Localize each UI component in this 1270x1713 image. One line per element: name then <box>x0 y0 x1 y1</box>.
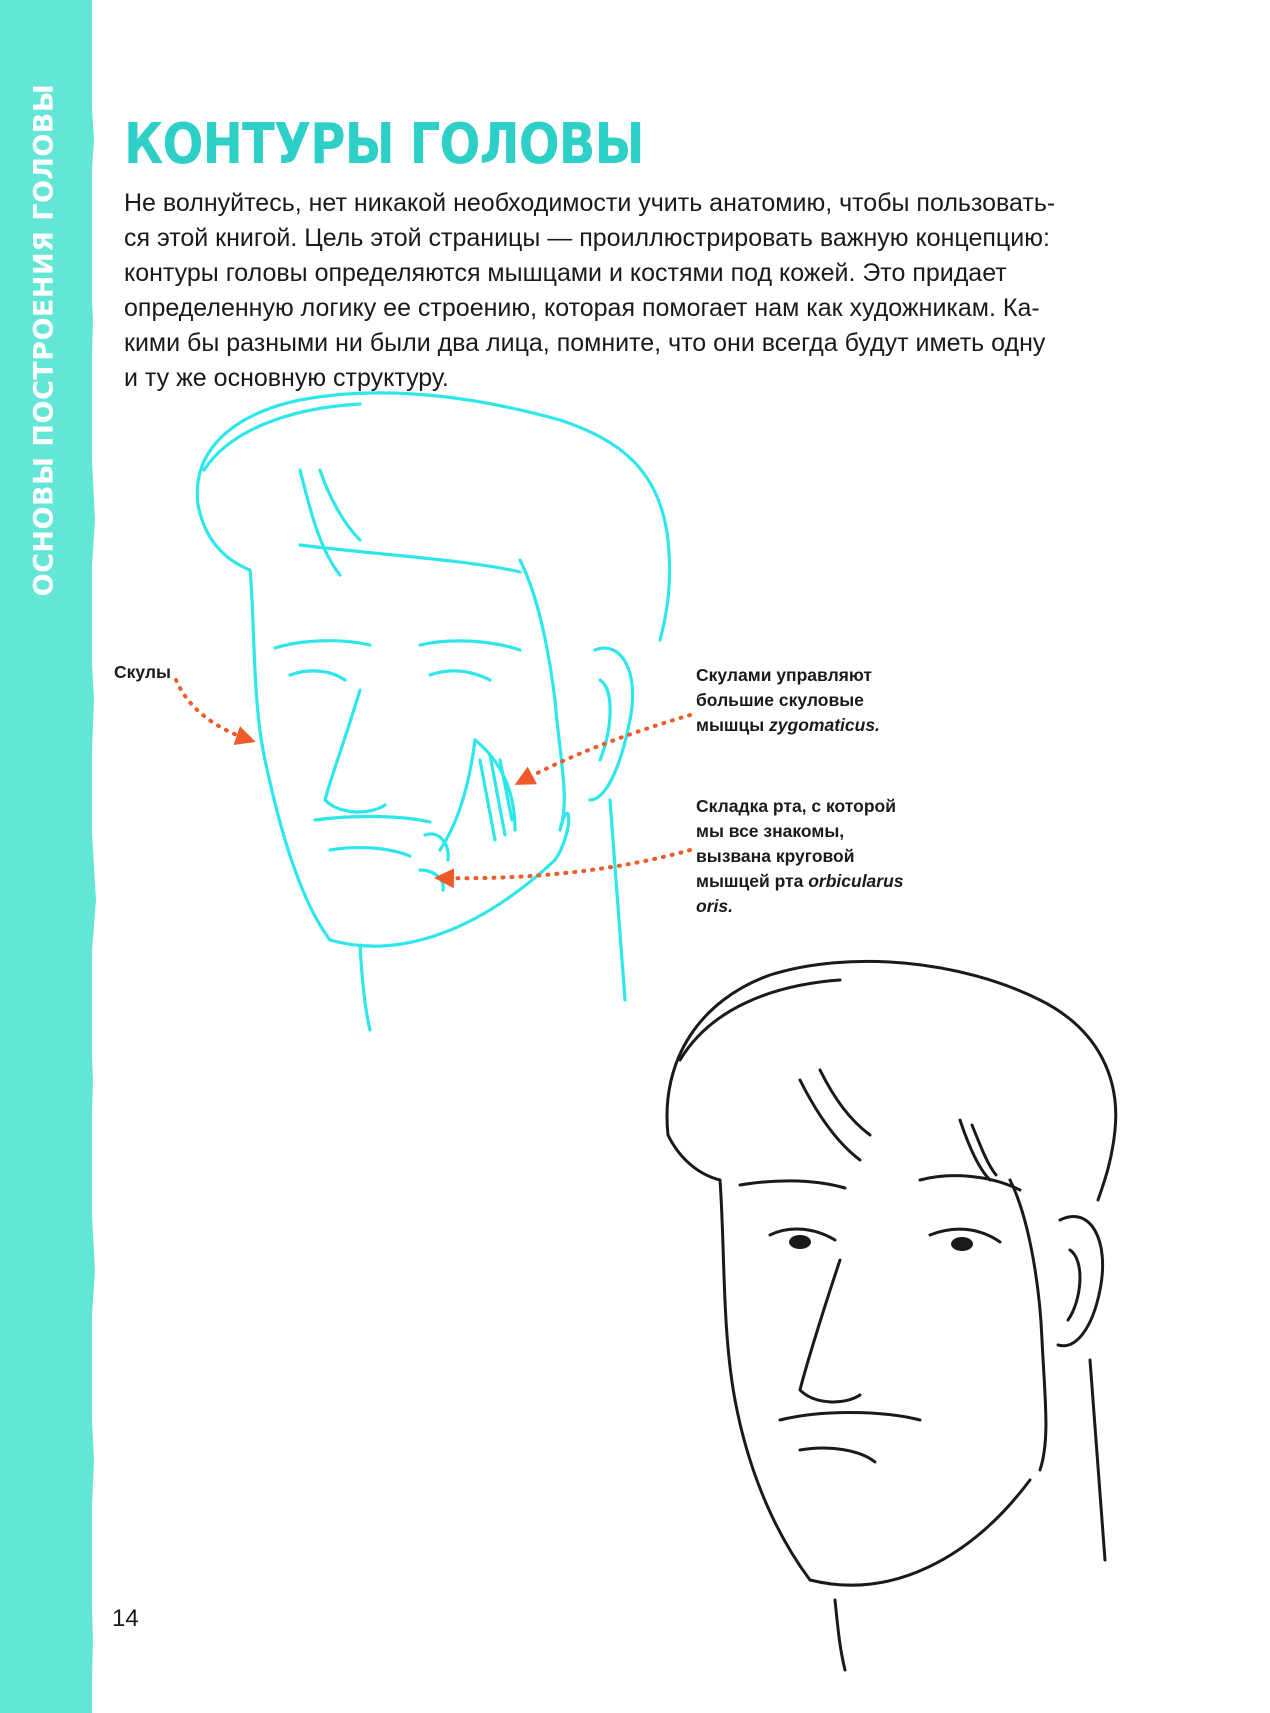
latin-term: zygomaticus. <box>769 715 880 735</box>
page-title: КОНТУРЫ ГОЛОВЫ <box>124 112 644 177</box>
ink-head-drawing <box>667 961 1116 1670</box>
latin-term: orbicularus <box>808 871 904 891</box>
intro-line: ся этой книгой. Цель этой страницы — проиллюстрировать важную концепцию: <box>124 224 1050 252</box>
latin-term: oris. <box>696 896 733 916</box>
intro-line: определенную логику ее строению, которая помогает нам как художникам. Ка- <box>124 294 1040 322</box>
callout-line <box>696 869 904 894</box>
callout-zygomaticus <box>696 663 880 738</box>
cyan-head-sketch <box>197 393 669 1030</box>
callout-text: мышцей рта <box>696 871 809 891</box>
intro-line: и ту же основную структуру. <box>124 364 449 392</box>
ink-head-eyes <box>789 1235 973 1251</box>
callout-cheekbones <box>114 660 171 685</box>
callout-line <box>696 713 880 738</box>
callout-orbicularis <box>696 794 904 919</box>
intro-line: кими бы разными ни были два лица, помните, что они всегда будут иметь одну <box>124 329 1046 357</box>
sidebar-section-label: ОСНОВЫ ПОСТРОЕНИЯ ГОЛОВЫ <box>28 83 60 597</box>
callout-text: мышцы <box>696 715 770 735</box>
callout-line: вызвана круговой <box>696 846 855 866</box>
callout-line: Скулами управляют <box>696 665 872 685</box>
arrow-cheekbones <box>176 680 250 740</box>
callout-line: мы все знакомы, <box>696 821 845 841</box>
callout-cheekbones-label: Скулы <box>114 662 171 682</box>
intro-line: контуры головы определяются мышцами и костями под кожей. Это придает <box>124 259 1007 287</box>
arrow-orbicularis <box>440 850 690 878</box>
page-number: 14 <box>112 1605 139 1632</box>
callout-line: Складка рта, с которой <box>696 796 896 816</box>
callout-line <box>696 894 904 919</box>
callout-line: большие скуловые <box>696 690 864 710</box>
intro-line: Не волнуйтесь, нет никакой необходимости учить анатомию, чтобы пользовать- <box>124 189 1056 217</box>
